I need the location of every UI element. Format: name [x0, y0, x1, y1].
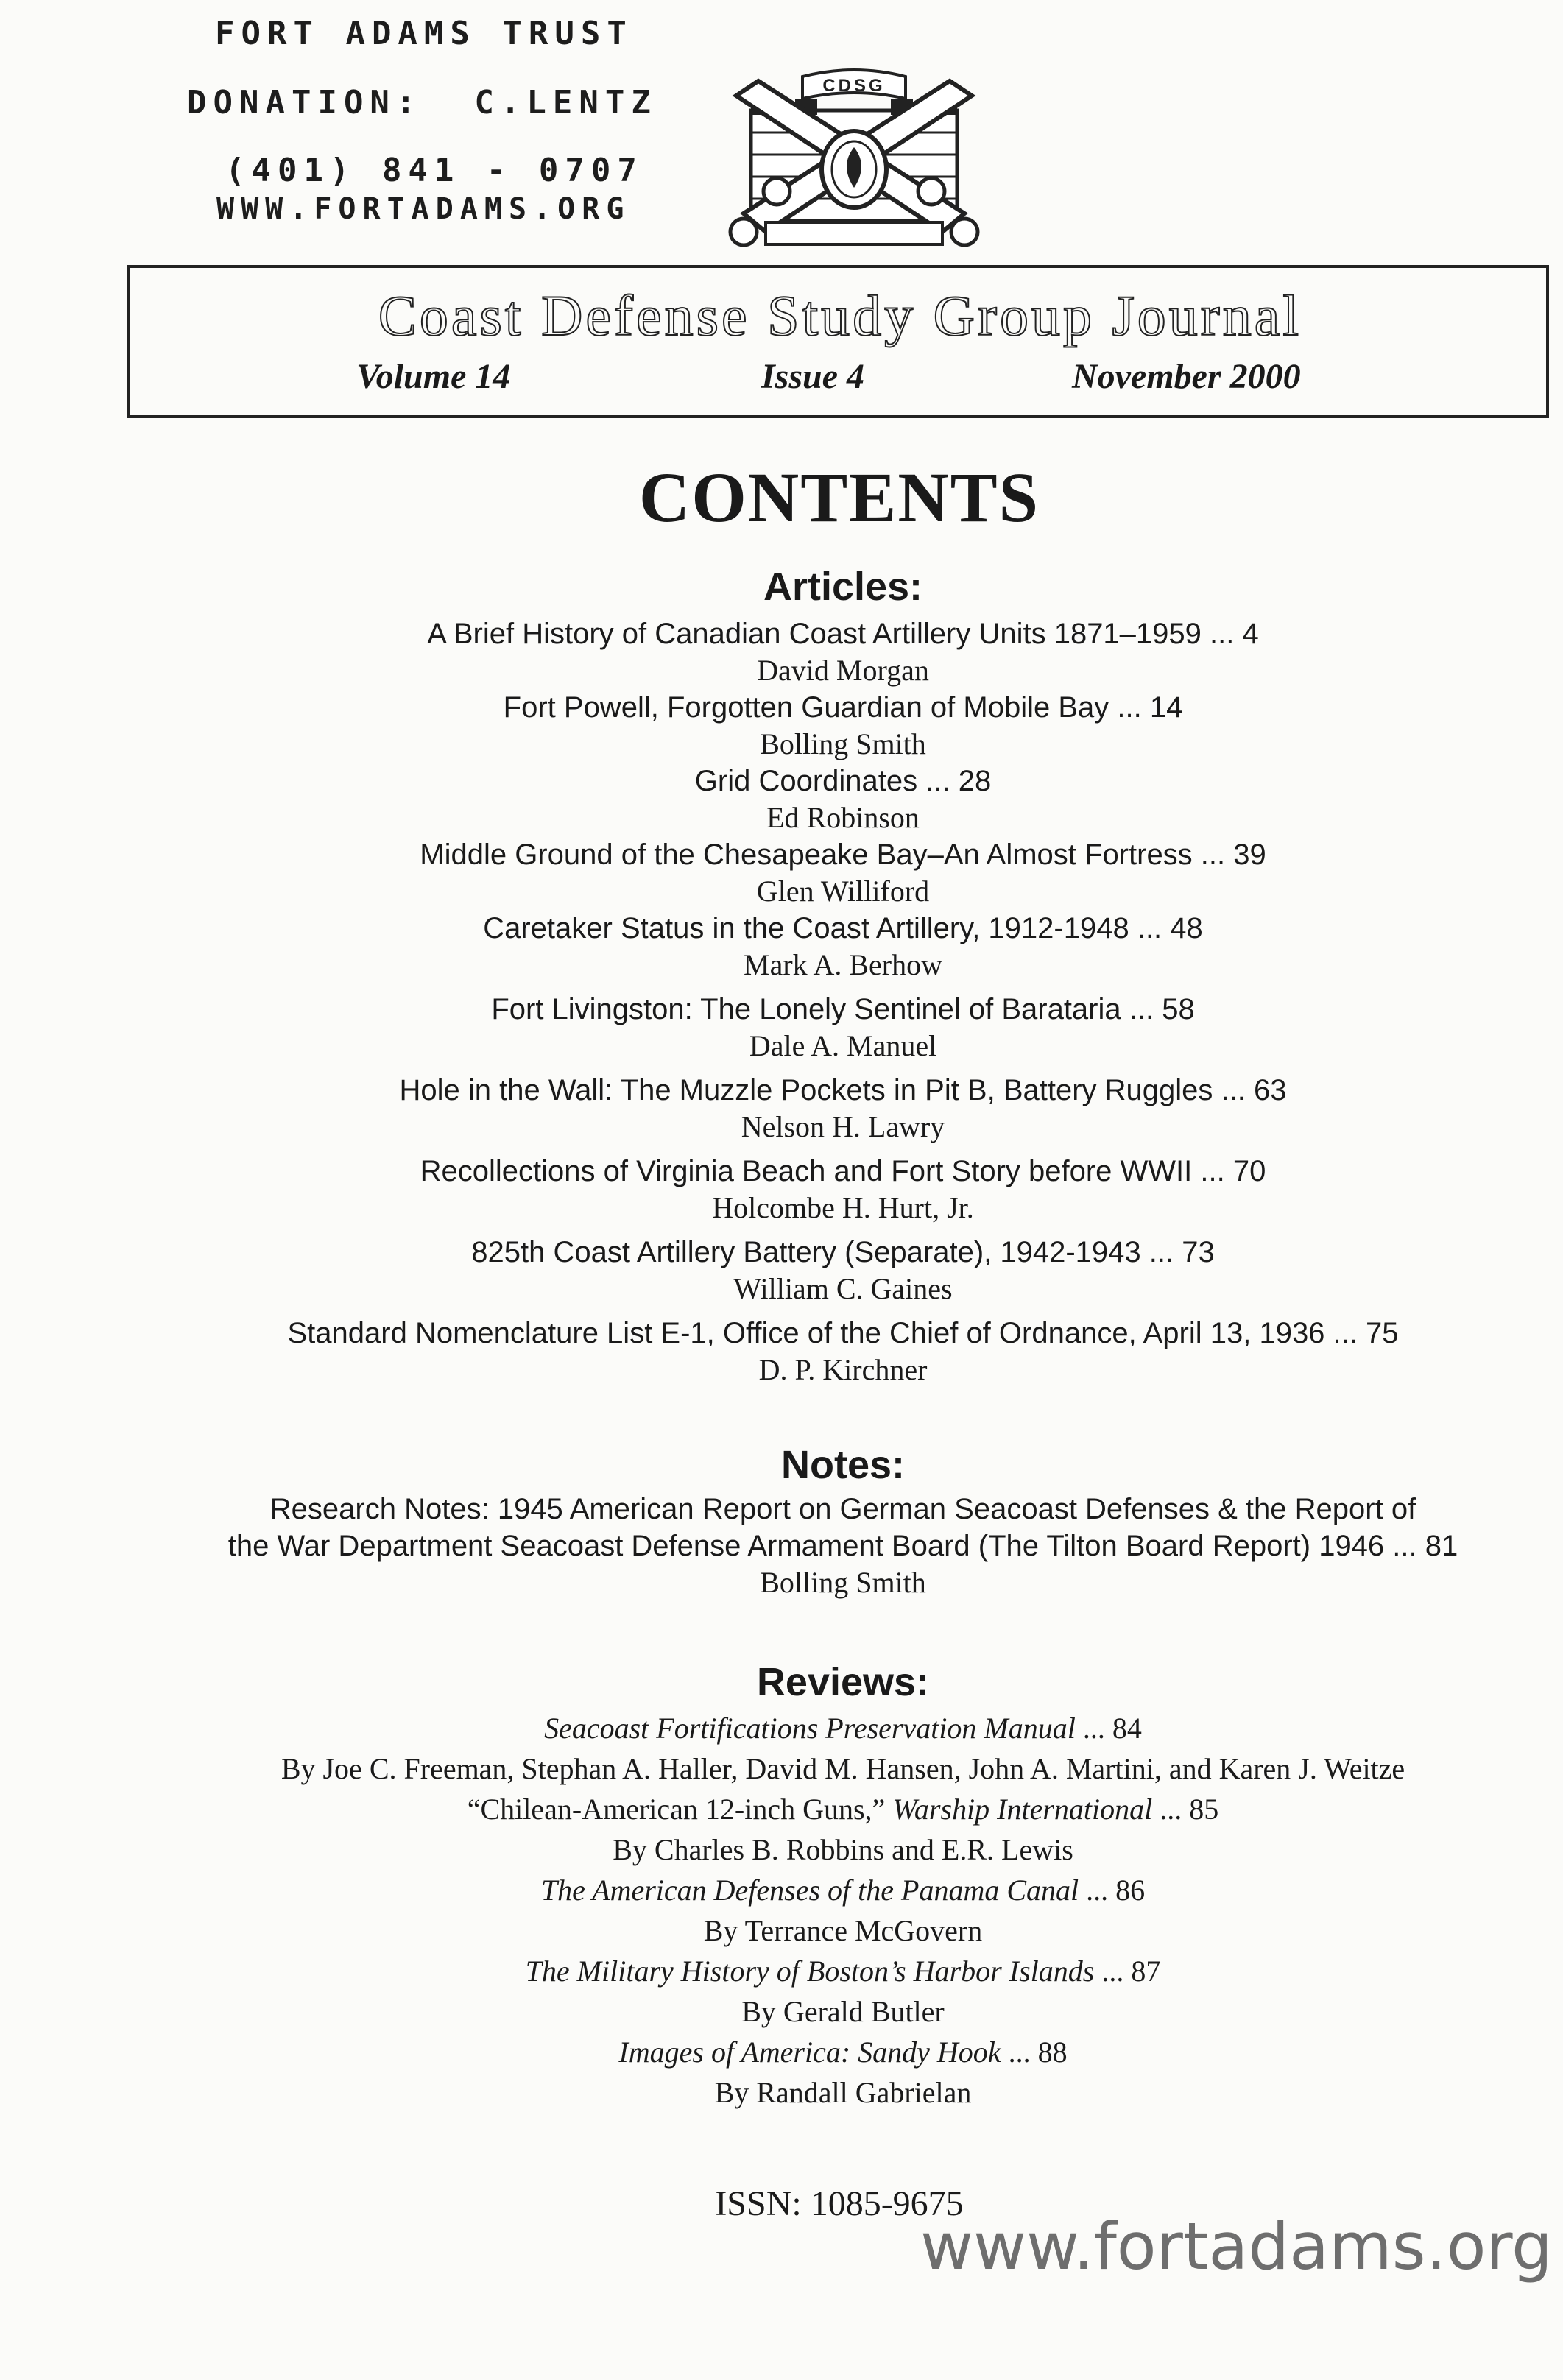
article-title: Hole in the Wall: The Muzzle Pockets in Pit B, Battery Ruggles ... 63 — [399, 1074, 1287, 1106]
article-author: D. P. Kirchner — [758, 1353, 928, 1386]
reviews-section — [0, 1656, 1563, 2113]
review-author: By Randall Gabrielan — [714, 2076, 972, 2109]
note-title-line: Research Notes: 1945 American Report on German Seacoast Defenses & the Report of — [269, 1493, 1416, 1525]
emblem-banner-text: CDSG — [822, 76, 886, 96]
site-watermark: www.fortadams.org — [920, 2208, 1553, 2284]
article-author: Nelson H. Lawry — [741, 1110, 945, 1143]
articles-section — [0, 561, 1563, 1388]
article-title: Grid Coordinates ... 28 — [694, 765, 992, 797]
article-title: A Brief History of Canadian Coast Artillery Units 1871–1959 ... 4 — [427, 618, 1259, 650]
review-author: By Joe C. Freeman, Stephan A. Haller, David M. Hansen, John A. Martini, and Karen J. Weitze — [281, 1752, 1405, 1785]
article-author: Ed Robinson — [766, 801, 920, 834]
review-title: The American Defenses of the Panama Canal ... 86 — [540, 1874, 1146, 1907]
notes-section — [0, 1439, 1563, 1601]
journal-title: Coast Defense Study Group Journal — [378, 283, 1302, 347]
volume-label: Volume 14 — [356, 357, 511, 396]
article-author: David Morgan — [757, 654, 929, 687]
issue-date: November 2000 — [1072, 357, 1301, 396]
stamp-line: WWW.FORTADAMS.ORG — [216, 192, 631, 226]
article-title: Middle Ground of the Chesapeake Bay–An Almost Fortress ... 39 — [420, 838, 1266, 871]
issue-label: Issue 4 — [761, 357, 865, 396]
article-author: Mark A. Berhow — [744, 948, 942, 981]
review-title: Seacoast Fortifications Preservation Manual ... 84 — [544, 1712, 1142, 1745]
article-author: Dale A. Manuel — [749, 1029, 937, 1062]
note-author: Bolling Smith — [760, 1566, 926, 1599]
section-heading: Articles: — [763, 565, 923, 609]
section-heading: Reviews: — [756, 1660, 930, 1704]
article-author: Holcombe H. Hurt, Jr. — [712, 1191, 974, 1224]
review-author: By Terrance McGovern — [703, 1914, 983, 1947]
cdsg-emblem-icon — [721, 66, 987, 259]
article-title: Fort Livingston: The Lonely Sentinel of Barataria ... 58 — [491, 993, 1195, 1025]
section-heading: Notes: — [780, 1443, 905, 1487]
review-title: “Chilean-American 12-inch Guns,” Warship International ... 85 — [467, 1793, 1219, 1826]
journal-masthead — [127, 265, 1549, 418]
stamp-line: FORT ADAMS TRUST — [215, 15, 633, 52]
note-title-line: the War Department Seacoast Defense Armament Board (The Tilton Board Report) 1946 ... 81 — [227, 1530, 1458, 1562]
review-author: By Charles B. Robbins and E.R. Lewis — [613, 1833, 1073, 1866]
article-author: William C. Gaines — [733, 1272, 953, 1305]
article-title: Standard Nomenclature List E-1, Office of the Chief of Ordnance, April 13, 1936 ... 75 — [287, 1317, 1399, 1349]
article-author: Glen Williford — [756, 875, 930, 908]
article-title: Recollections of Virginia Beach and Fort Story before WWII ... 70 — [420, 1155, 1266, 1187]
article-title: Caretaker Status in the Coast Artillery, 1912-1948 ... 48 — [483, 912, 1203, 944]
review-title: The Military History of Boston’s Harbor Islands ... 87 — [525, 1955, 1161, 1988]
article-title: 825th Coast Artillery Battery (Separate), 1942-1943 ... 73 — [471, 1236, 1215, 1268]
article-title: Fort Powell, Forgotten Guardian of Mobile Bay ... 14 — [503, 691, 1183, 724]
contents-heading: CONTENTS — [638, 458, 1040, 537]
issn-number: ISSN: 1085-9675 — [715, 2184, 964, 2223]
review-author: By Gerald Butler — [741, 1995, 945, 2028]
stamp-line: DONATION: C.LENTZ — [187, 84, 657, 121]
article-author: Bolling Smith — [760, 727, 926, 760]
review-title: Images of America: Sandy Hook ... 88 — [618, 2035, 1068, 2069]
stamp-line: (401) 841 - 0707 — [225, 152, 643, 189]
